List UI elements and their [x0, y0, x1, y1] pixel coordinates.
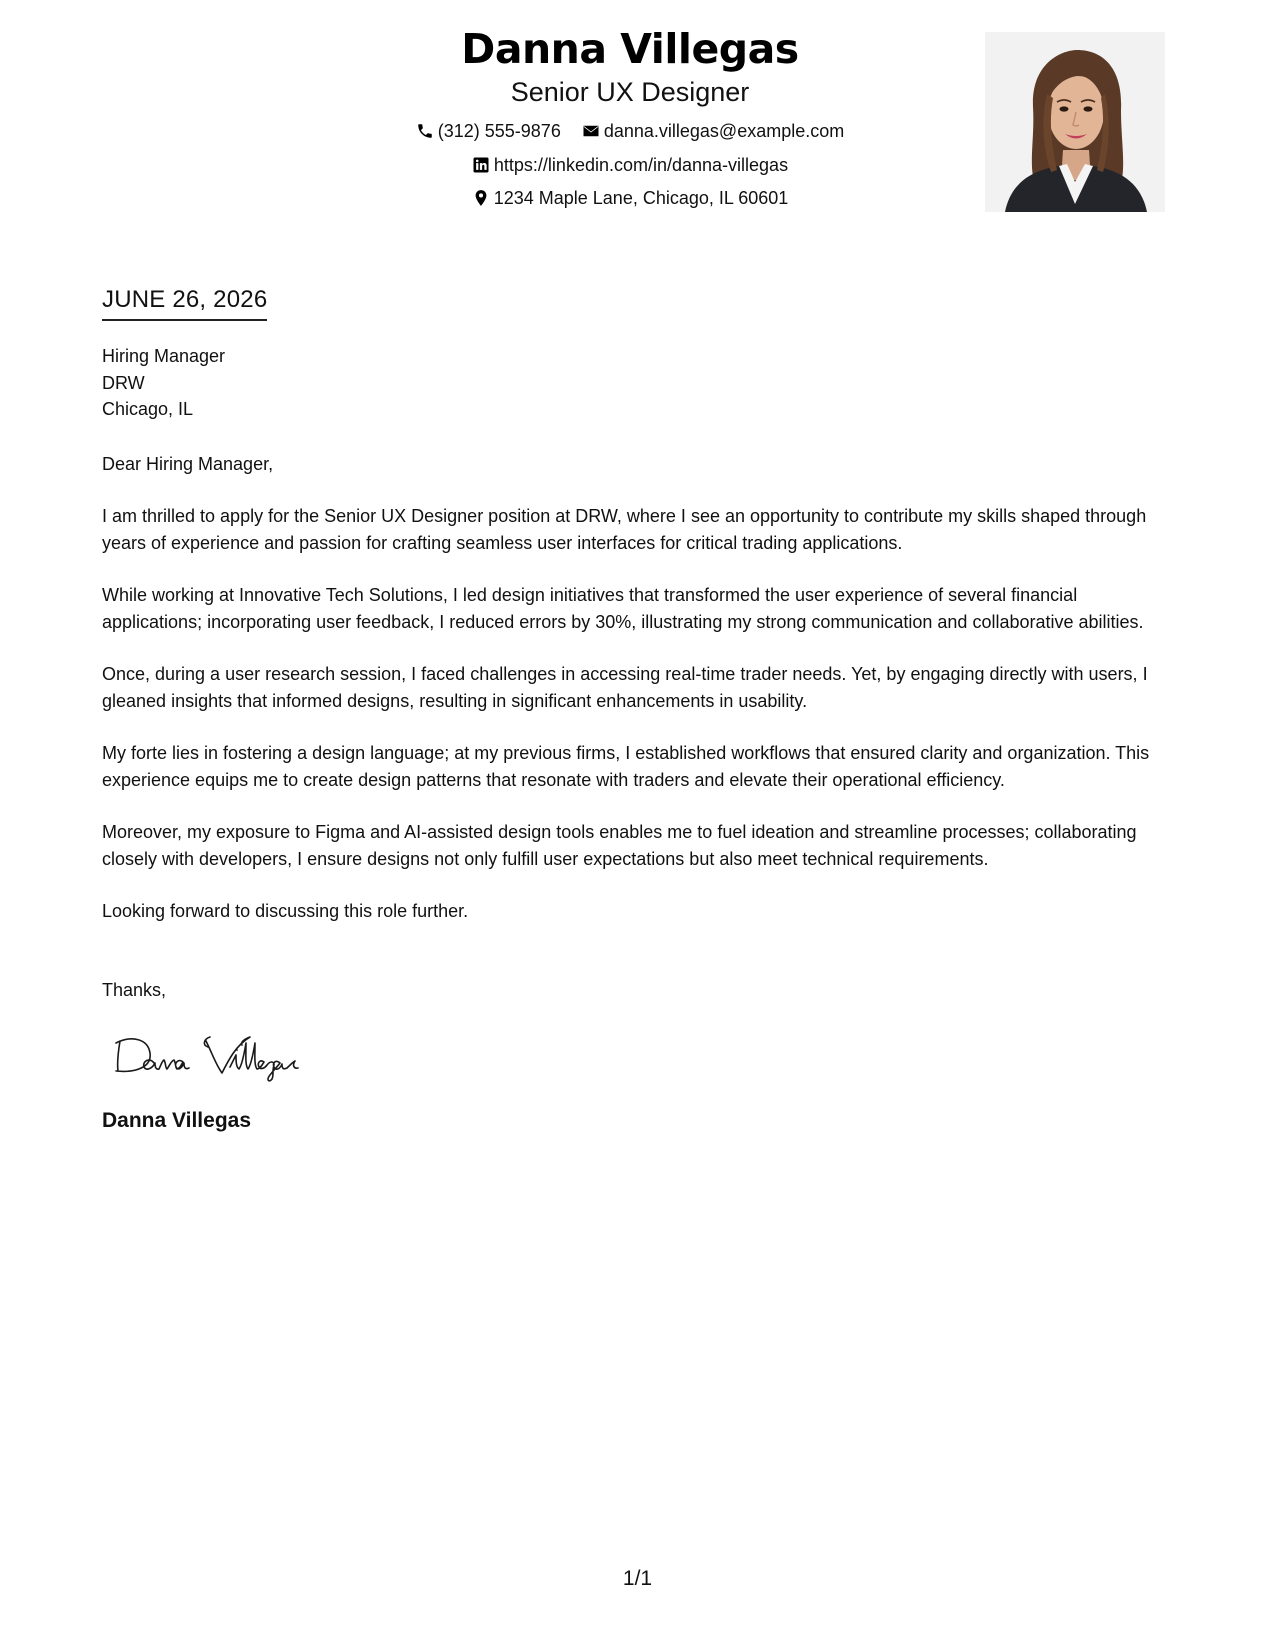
linkedin-icon: [472, 156, 490, 174]
salutation: Dear Hiring Manager,: [102, 453, 274, 474]
page-number: 1/1: [622, 1567, 653, 1590]
closing-text: Thanks,: [102, 979, 167, 1000]
letter-date: JUNE 26, 2026: [102, 285, 267, 321]
map-pin-icon: [472, 189, 490, 207]
paragraph-research: Once, during a user research session, I faced challenges in accessing real-time trader needs. Yet, by engaging directly with users, I gleaned insights that informed designs, resulting in significant enhancements in usability.: [102, 664, 1148, 711]
email-contact[interactable]: [582, 115, 844, 147]
recipient-block: [102, 343, 1172, 423]
paragraph-tools: Moreover, my exposure to Figma and AI-assisted design tools enables me to fuel ideation and streamline processes; collaborating closely with developers, I ensure designs not only fulfill user expectations but also meet technical requirements.: [102, 822, 1137, 869]
phone-icon: [416, 122, 434, 140]
envelope-icon: [582, 122, 600, 140]
recipient-location: Chicago, IL: [102, 399, 194, 419]
paragraph-design-language: My forte lies in fostering a design language; at my previous firms, I established workflows that ensured clarity and organization. This experience equips me to create design patterns that resonate with traders and elevate their operational efficiency.: [102, 743, 1150, 790]
paragraph-intro: I am thrilled to apply for the Senior UX Designer position at DRW, where I see an opportunity to contribute my skills shaped through years of experience and passion for crafting seamless user interfaces for critical trading applications.: [102, 506, 1147, 553]
email-address[interactable]: danna.villegas@example.com: [603, 121, 845, 142]
recipient-company: DRW: [102, 372, 145, 393]
phone-number: (312) 555-9876: [437, 121, 561, 142]
header-info: [300, 22, 960, 214]
paragraph-experience: While working at Innovative Tech Solutions, I led design initiatives that transformed the user experience of several financial applications; incorporating user feedback, I reduced errors by 30%, illustrating my strong communication and collaborative abilities.: [102, 585, 1144, 632]
contact-line-1: [300, 114, 960, 147]
linkedin-url[interactable]: https://linkedin.com/in/danna-villegas: [493, 154, 789, 175]
applicant-name: Danna Villegas: [461, 25, 799, 73]
address-contact: [472, 182, 789, 214]
linkedin-contact[interactable]: [472, 149, 788, 181]
address-text: 1234 Maple Lane, Chicago, IL 60601: [493, 187, 789, 208]
paragraph-closing: Looking forward to discussing this role further.: [102, 901, 469, 921]
recipient-name: Hiring Manager: [102, 346, 226, 366]
signer-name: Danna Villegas: [102, 1109, 252, 1132]
applicant-title: Senior UX Designer: [510, 77, 750, 107]
letter-body: [102, 285, 1172, 1135]
handwritten-signature: [112, 1025, 372, 1085]
profile-photo: [985, 32, 1165, 212]
contact-line-3: [300, 181, 960, 214]
phone-contact: [416, 115, 561, 147]
contact-line-2: [300, 147, 960, 180]
